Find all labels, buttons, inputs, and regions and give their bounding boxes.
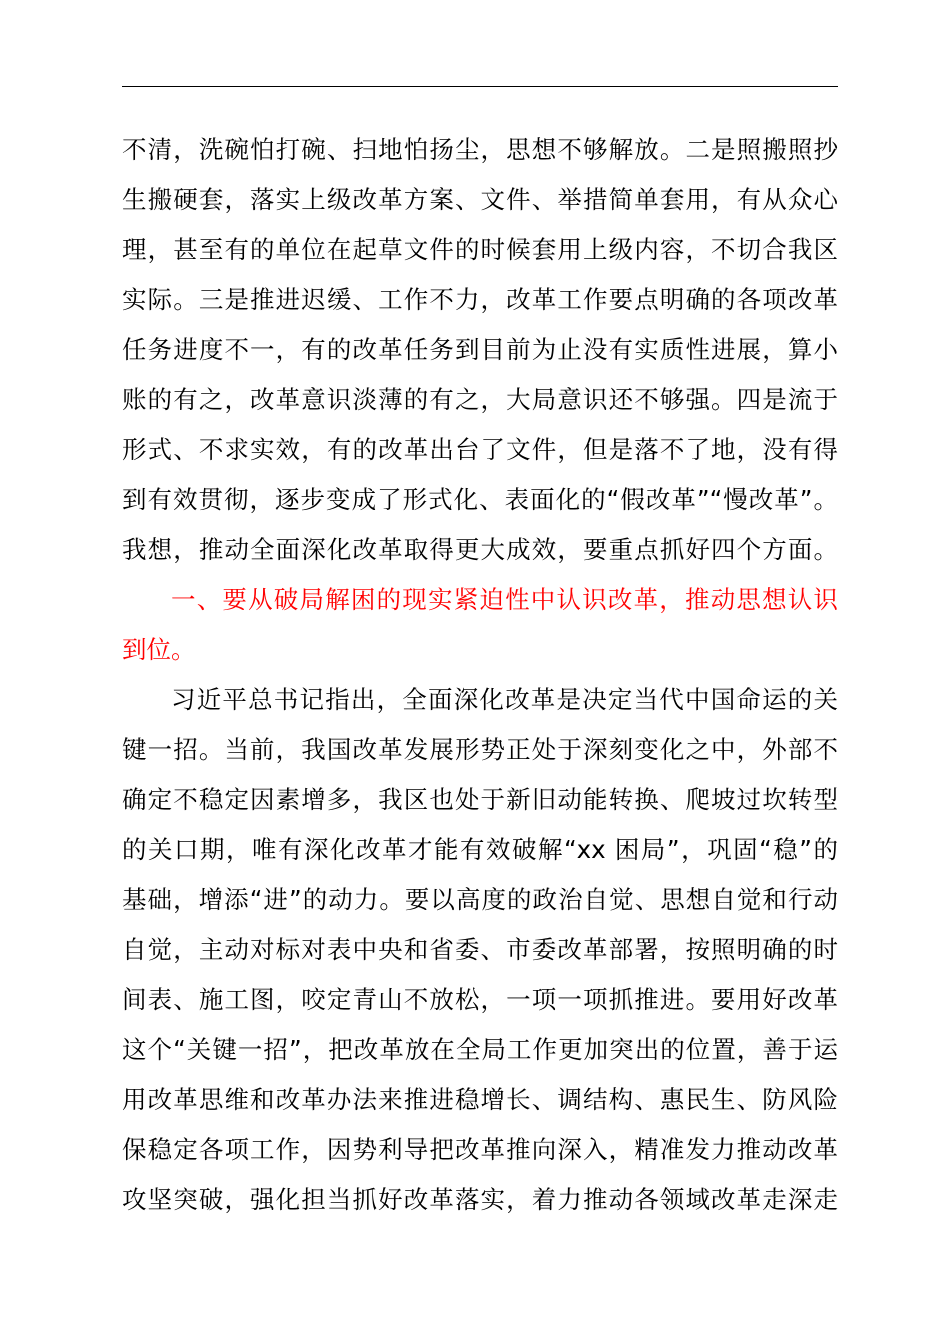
body-line: 到有效贯彻，逐步变成了形式化、表面化的“假改革”“慢改革”。 bbox=[122, 485, 838, 514]
body-line: 键一招。当前，我国改革发展形势正处于深刻变化之中，外部不 bbox=[122, 735, 838, 764]
body-line: 实际。三是推进迟缓、工作不力，改革工作要点明确的各项改革 bbox=[122, 285, 838, 314]
paragraph-first-line: 习近平总书记指出，全面深化改革是决定当代中国命运的关 bbox=[171, 685, 838, 714]
body-line: 不清，洗碗怕打碗、扫地怕扬尘，思想不够解放。二是照搬照抄 bbox=[122, 135, 838, 164]
body-line: 确定不稳定因素增多，我区也处于新旧动能转换、爬坡过坎转型 bbox=[122, 785, 838, 814]
body-line: 的关口期，唯有深化改革才能有效破解“xx 困局”，巩固“稳”的 bbox=[122, 835, 838, 864]
body-line: 账的有之，改革意识淡薄的有之，大局意识还不够强。四是流于 bbox=[122, 385, 838, 414]
body-line: 用改革思维和改革办法来推进稳增长、调结构、惠民生、防风险 bbox=[122, 1085, 838, 1114]
body-line: 攻坚突破，强化担当抓好改革落实，着力推动各领域改革走深走 bbox=[122, 1185, 838, 1214]
header-rule bbox=[122, 86, 838, 87]
body-line: 基础，增添“进”的动力。要以高度的政治自觉、思想自觉和行动 bbox=[122, 885, 838, 914]
body-line: 生搬硬套，落实上级改革方案、文件、举措简单套用，有从众心 bbox=[122, 185, 838, 214]
body-line: 间表、施工图，咬定青山不放松，一项一项抓推进。要用好改革 bbox=[122, 985, 838, 1014]
body-line: 自觉，主动对标对表中央和省委、市委改革部署，按照明确的时 bbox=[122, 935, 838, 964]
section-heading: 一、要从破局解困的现实紧迫性中认识改革，推动思想认识 bbox=[171, 585, 838, 614]
body-line: 保稳定各项工作，因势利导把改革推向深入，精准发力推动改革 bbox=[122, 1135, 838, 1164]
body-line: 这个“关键一招”，把改革放在全局工作更加突出的位置，善于运 bbox=[122, 1035, 838, 1064]
body-line: 任务进度不一，有的改革任务到目前为止没有实质性进展，算小 bbox=[122, 335, 838, 364]
body-line: 我想，推动全面深化改革取得更大成效，要重点抓好四个方面。 bbox=[122, 535, 838, 564]
body-line: 理，甚至有的单位在起草文件的时候套用上级内容，不切合我区 bbox=[122, 235, 838, 264]
body-line: 形式、不求实效，有的改革出台了文件，但是落不了地，没有得 bbox=[122, 435, 838, 464]
section-heading-end: 到位。 bbox=[122, 635, 196, 664]
document-body bbox=[122, 125, 838, 1225]
